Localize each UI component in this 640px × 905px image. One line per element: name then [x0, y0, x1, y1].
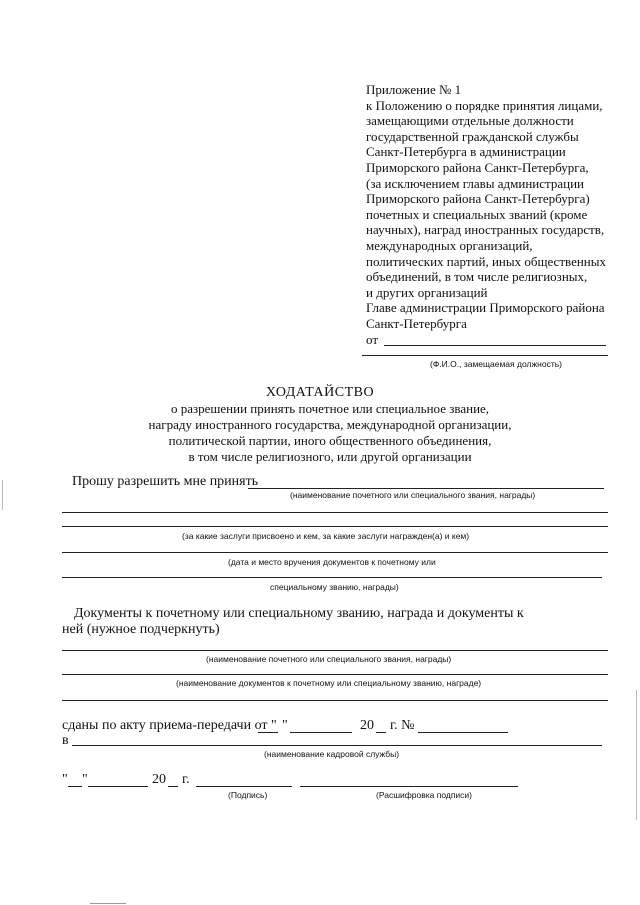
- appendix-line: и других организаций: [366, 284, 488, 300]
- documents-line-2[interactable]: [62, 674, 608, 675]
- appendix-line: (за исключением главы администрации: [366, 175, 584, 191]
- subtitle-line: в том числе религиозного, или другой организации: [188, 449, 472, 464]
- request-line-3[interactable]: [62, 526, 608, 527]
- appendix-line: к Положению о порядке принятия лицами,: [366, 97, 603, 113]
- appendix-line: замещающими отдельные должности: [366, 113, 574, 129]
- appendix-line: объединений, в том числе религиозных,: [366, 269, 588, 285]
- request-line-5[interactable]: [62, 577, 602, 578]
- documents-caption-title: (наименование почетного или специального звания, награды): [206, 654, 452, 664]
- appendix-line: Приложение № 1: [366, 82, 462, 97]
- documents-text-2: ней (нужное подчеркнуть): [62, 622, 220, 637]
- appendix-line: Приморского района Санкт-Петербурга): [366, 191, 590, 207]
- fio-caption: (Ф.И.О., замещаемая должность): [430, 359, 562, 369]
- subtitle-line: о разрешении принять почетное или специальное звание,: [170, 401, 490, 416]
- transfer-day-line[interactable]: [258, 732, 278, 733]
- subtitle-line: награду иностранного государства, международной организации,: [148, 417, 512, 432]
- transfer-quote-close: ": [282, 718, 288, 733]
- appendix-line: Санкт-Петербурга в администрации: [366, 144, 566, 160]
- scan-bottom-mark: [90, 903, 126, 904]
- transfer-year-prefix: 20: [360, 718, 374, 733]
- signature-year-suffix: г.: [182, 772, 190, 787]
- transfer-service-line[interactable]: [72, 745, 602, 746]
- signature-sign-line[interactable]: [196, 786, 292, 787]
- signature-quote-close: ": [82, 772, 88, 787]
- document-title: ХОДАТАЙСТВО: [265, 385, 375, 400]
- appendix-line: почетных и специальных званий (кроме: [366, 206, 588, 222]
- addressee-line2: Санкт-Петербурга: [366, 316, 467, 331]
- transfer-month-line[interactable]: [290, 732, 352, 733]
- addressee-line1: Главе администрации Приморского района: [366, 300, 605, 315]
- from-fill-line[interactable]: [384, 345, 606, 346]
- signature-decode-line[interactable]: [300, 786, 518, 787]
- caption-date: (дата и место вручения документов к почетному или: [228, 557, 436, 567]
- documents-caption-docs: (наименование документов к почетному или специальному званию, награде): [176, 678, 482, 688]
- signature-day-line[interactable]: [68, 786, 82, 787]
- caption-decode: (Расшифровка подписи): [376, 790, 473, 800]
- request-line-4[interactable]: [62, 552, 608, 553]
- transfer-in-label: в: [62, 733, 69, 748]
- from-fill-line-2[interactable]: [362, 355, 608, 356]
- documents-text-1: Документы к почетному или специальному званию, награда и документы к: [74, 606, 524, 621]
- transfer-number-line[interactable]: [418, 732, 508, 733]
- appendix-line: международных организаций,: [366, 237, 533, 253]
- signature-month-line[interactable]: [88, 786, 148, 787]
- appendix-line: Приморского района Санкт-Петербурга,: [366, 159, 589, 175]
- transfer-year-suffix: г. №: [390, 718, 415, 733]
- from-label: от: [366, 332, 379, 347]
- appendix-line: научных), наград иностранных государств,: [366, 222, 605, 238]
- caption-sign: (Подпись): [228, 790, 268, 800]
- request-lead: Прошу разрешить мне принять: [72, 474, 259, 489]
- documents-line-1[interactable]: [62, 650, 608, 651]
- scan-edge-right: [636, 690, 637, 820]
- request-line-2[interactable]: [62, 512, 608, 513]
- signature-quote-open: ": [62, 772, 68, 787]
- request-title-line[interactable]: [248, 488, 604, 489]
- signature-year-prefix: 20: [152, 772, 166, 787]
- transfer-prefix: сданы по акту приема-передачи от ": [62, 718, 277, 733]
- caption-title: (наименование почетного или специального звания, награды): [290, 490, 536, 500]
- appendix-line: государственной гражданской службы: [366, 128, 579, 144]
- appendix-line: политических партий, иных общественных: [366, 253, 606, 269]
- caption-merit: (за какие заслуги присвоено и кем, за какие заслуги награжден(а) и кем): [182, 531, 470, 541]
- appendix-block: [366, 82, 606, 300]
- documents-line-3[interactable]: [62, 700, 608, 701]
- subtitle-line: политической партии, иного общественного объединения,: [168, 433, 492, 448]
- signature-year-line[interactable]: [168, 786, 178, 787]
- caption-service: (наименование кадровой службы): [264, 749, 400, 759]
- transfer-year-line[interactable]: [376, 732, 386, 733]
- caption-date2: специальному званию, награды): [270, 582, 399, 592]
- scan-edge-left: [2, 480, 3, 510]
